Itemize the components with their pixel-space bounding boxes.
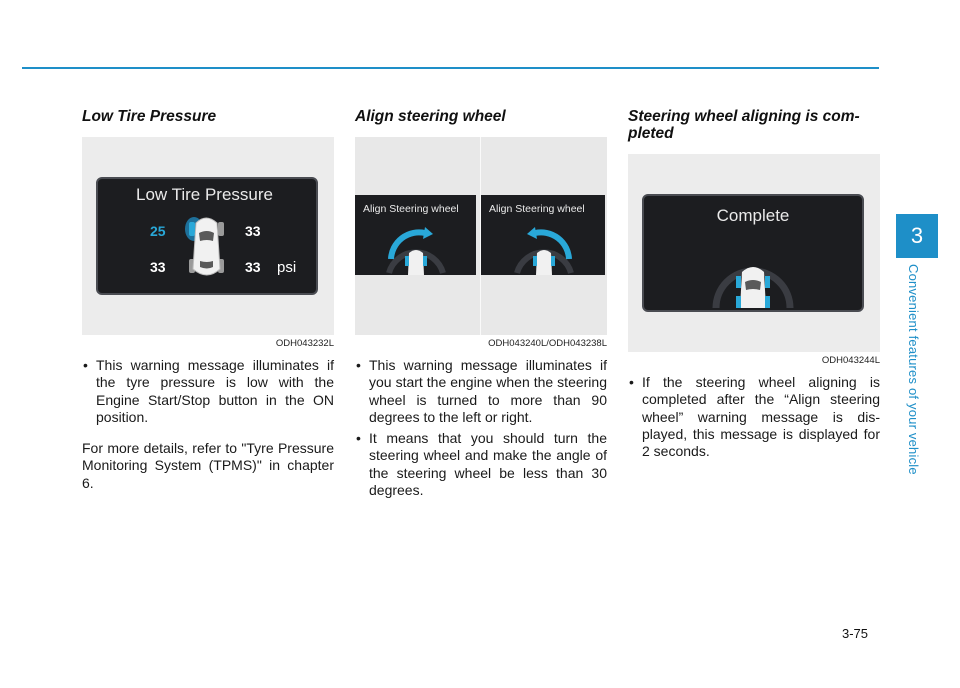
- section-heading: Align steering wheel: [355, 108, 506, 125]
- tire-rear-left: 33: [150, 259, 166, 275]
- cluster-display: [96, 177, 318, 295]
- figure-code: ODH043244L: [821, 355, 880, 366]
- cluster-display: [642, 194, 864, 312]
- figure-code: ODH043232L: [275, 338, 334, 349]
- screen-title: Low Tire Pressure: [136, 185, 273, 204]
- pressure-unit: psi: [277, 259, 297, 276]
- section-heading: Low Tire Pressure: [82, 108, 217, 125]
- page-number: 3-75: [842, 626, 869, 641]
- section-aligning-completed: [628, 108, 880, 464]
- bullet-list: [628, 374, 880, 460]
- bullet-list: [82, 357, 334, 426]
- list-item: • It means that you should turn the steering wheel and make the angle of the steering wheel be less than 30 degrees.: [355, 430, 607, 499]
- list-item: • This warning message illuminates if the tyre pressure is low with the Engine Start/Stop button in the ON position.: [82, 357, 334, 426]
- figure-aligning-completed: [628, 154, 880, 352]
- section-low-tire-pressure: [82, 108, 334, 492]
- list-item: • This warning message illuminates if you start the engine when the steering wheel is turned to more than 90 degrees to the left or right.: [355, 357, 607, 426]
- figure-code: ODH043240L/ODH043238L: [488, 338, 607, 349]
- cluster-display-right: [481, 195, 605, 275]
- steering-arc-icon: [381, 223, 451, 275]
- header-rule: [22, 67, 879, 69]
- chapter-title: Convenient features of your vehicle: [906, 264, 921, 475]
- bullet-list: [355, 357, 607, 499]
- screen-title: Align Steering wheel: [363, 203, 459, 215]
- section-align-steering: [355, 108, 607, 503]
- list-item: • If the steering wheel aligning is completed after the “Align steering wheel” warning message is dis-played, this message is displayed for 2 seconds.: [628, 374, 880, 460]
- screen-title: Align Steering wheel: [489, 203, 585, 215]
- chapter-tab: 3: [896, 214, 938, 258]
- section-heading: Steering wheel aligning is com-pleted: [628, 108, 860, 142]
- tire-front-left: 25: [150, 223, 166, 239]
- car-top-icon: [708, 242, 798, 308]
- figure-align-steering: [355, 137, 607, 335]
- cluster-display-left: [355, 195, 476, 275]
- screen-title: Complete: [716, 206, 790, 225]
- reference-paragraph: For more details, refer to "Tyre Pressure Monitoring System (TPMS)" in chapter 6.: [82, 440, 334, 491]
- tire-rear-right: 33: [245, 259, 261, 275]
- car-top-icon: [180, 213, 236, 285]
- figure-low-tire-pressure: [82, 137, 334, 335]
- tire-front-right: 33: [245, 223, 261, 239]
- steering-arc-icon: [509, 223, 579, 275]
